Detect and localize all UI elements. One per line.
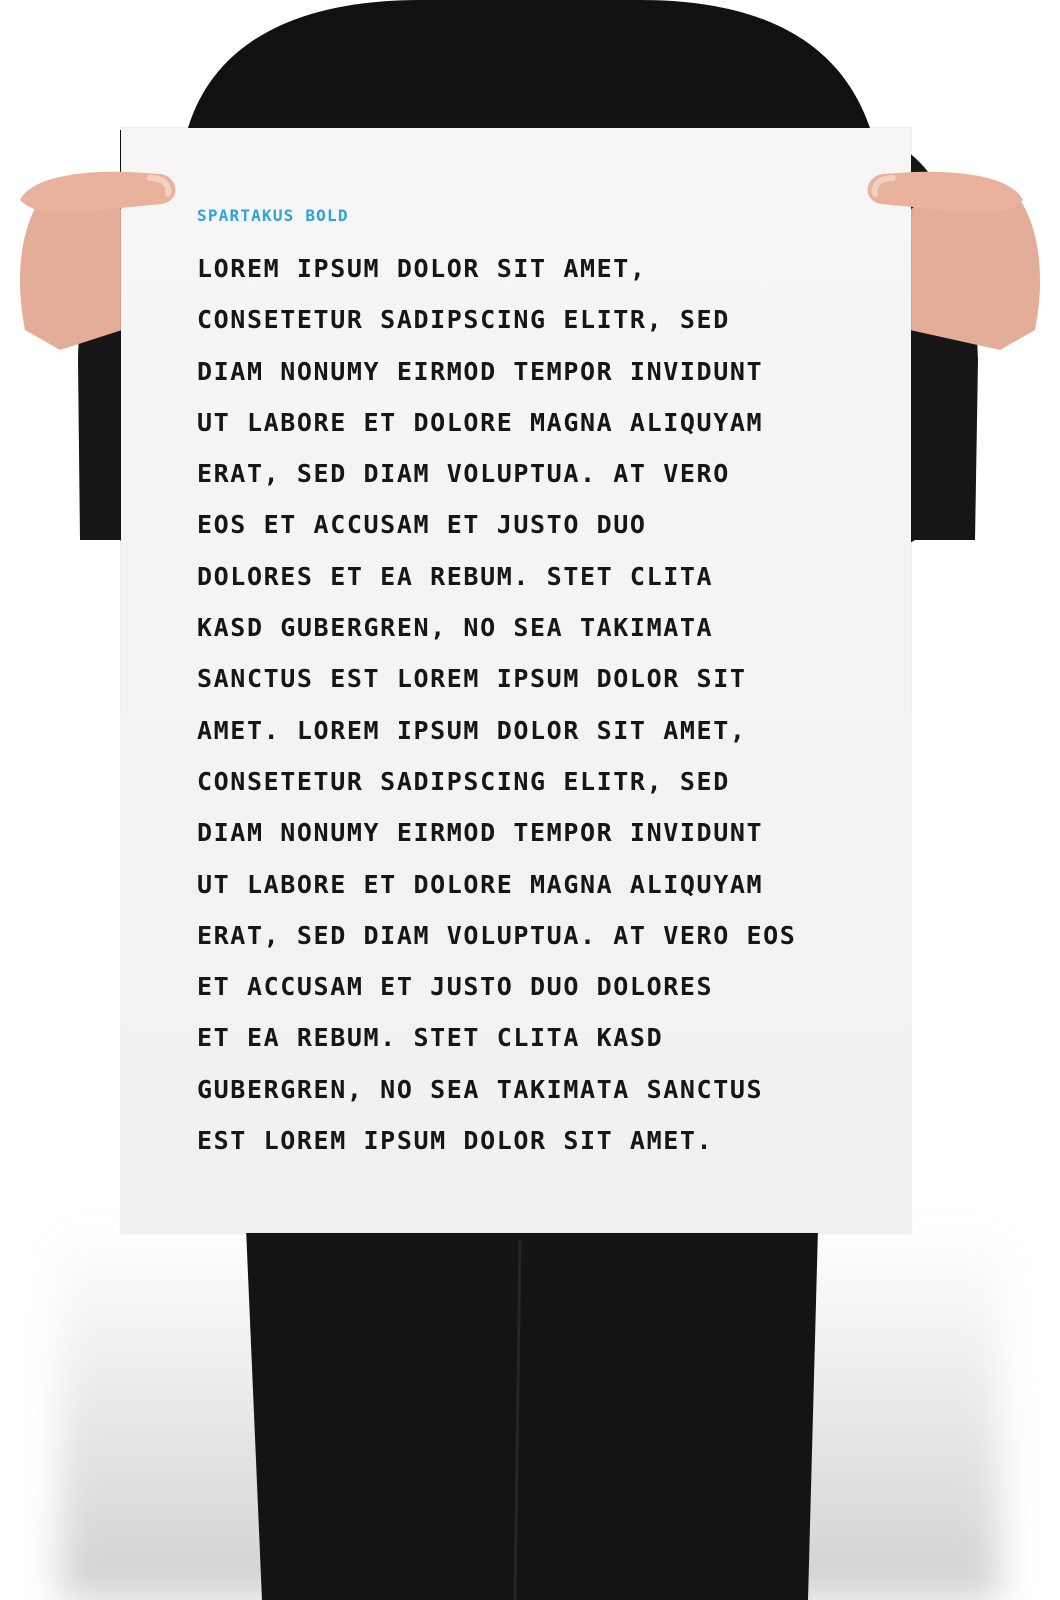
text-line: ERAT, SED DIAM VOLUPTUA. AT VERO xyxy=(197,459,730,489)
poster-text-block xyxy=(197,243,887,1166)
text-line: SANCTUS EST LOREM IPSUM DOLOR SIT xyxy=(197,664,747,694)
text-line: UT LABORE ET DOLORE MAGNA ALIQUYAM xyxy=(197,869,764,899)
text-line: DIAM NONUMY EIRMOD TEMPOR INVIDUNT xyxy=(197,356,764,386)
text-line: DIAM NONUMY EIRMOD TEMPOR INVIDUNT xyxy=(197,818,764,848)
text-line: EST LOREM IPSUM DOLOR SIT AMET. xyxy=(197,1126,714,1156)
text-line: ERAT, SED DIAM VOLUPTUA. AT VERO EOS xyxy=(197,920,797,950)
text-line: KASD GUBERGREN, NO SEA TAKIMATA xyxy=(197,613,714,643)
text-line: CONSETETUR SADIPSCING ELITR, SED xyxy=(197,305,730,335)
poster-sheet xyxy=(121,128,911,1233)
text-line: ET EA REBUM. STET CLITA KASD xyxy=(197,1023,664,1053)
right-thumb xyxy=(858,160,1033,230)
black-pants xyxy=(246,1228,818,1600)
text-line: AMET. LOREM IPSUM DOLOR SIT AMET, xyxy=(197,715,747,745)
text-line: LOREM IPSUM DOLOR SIT AMET, xyxy=(197,254,647,283)
text-line: CONSETETUR SADIPSCING ELITR, SED xyxy=(197,766,730,796)
text-line: EOS ET ACCUSAM ET JUSTO DUO xyxy=(197,510,647,540)
text-line: GUBERGREN, NO SEA TAKIMATA SANCTUS xyxy=(197,1074,764,1104)
text-line: UT LABORE ET DOLORE MAGNA ALIQUYAM xyxy=(197,407,764,437)
font-name-label: SPARTAKUS BOLD xyxy=(197,206,349,225)
text-line: ET ACCUSAM ET JUSTO DUO DOLORES xyxy=(197,972,714,1002)
left-thumb xyxy=(10,160,180,230)
text-line: DOLORES ET EA REBUM. STET CLITA xyxy=(197,561,714,591)
